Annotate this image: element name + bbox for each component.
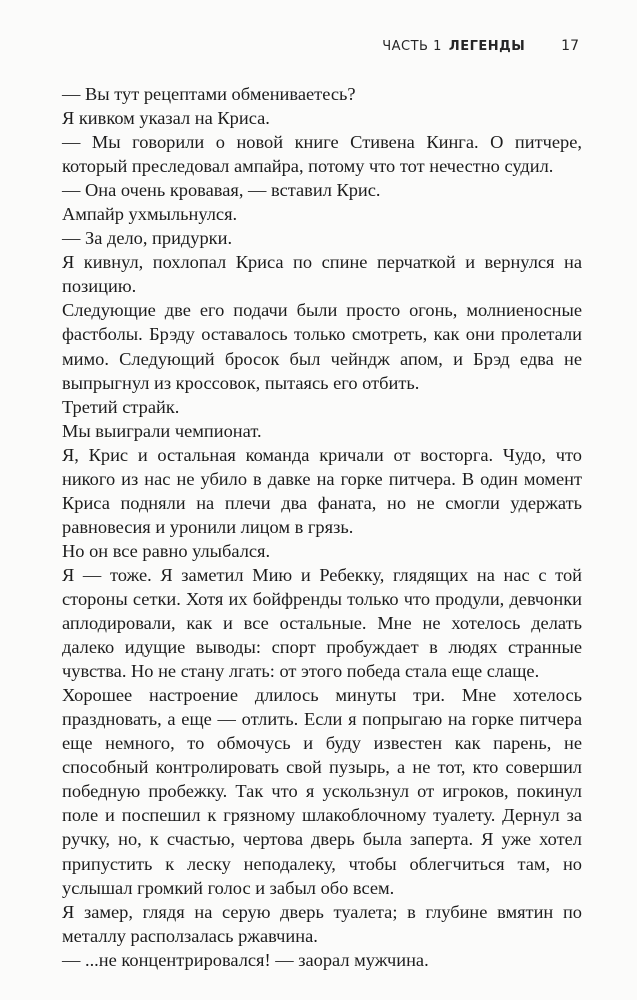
paragraph: — За дело, придурки. (62, 228, 233, 249)
chapter-title: ЛЕГЕНДЫ (448, 39, 526, 54)
body-text (62, 82, 582, 972)
paragraph: — Мы говорили о новой книге Стивена Кинга. О питчере, который преследовал ампайра, потому что тот нечестно судил. (62, 132, 582, 177)
page-number: 17 (561, 38, 579, 54)
paragraph: Третий страйк. (62, 396, 180, 417)
paragraph: Я замер, глядя на серую дверь туалета; в глубине вмятин по металлу расползалась ржавчина. (62, 901, 582, 946)
paragraph: — Вы тут рецептами обмениваетесь? (62, 84, 356, 104)
paragraph: Я кивнул, похлопал Криса по спине перчаткой и вернулся на позицию. (62, 252, 582, 297)
paragraph: Хорошее настроение длилось минуты три. Мне хотелось праздновать, а еще — отлить. Если я попрыгаю на горке питчера еще немного, то обмочусь и буду известен как парень, не способный контролировать свой пузырь, а не тот, кто совершил победную пробежку. Так что я ускользнул от игроков, покинул поле и поспешил к грязному шлакоблочному туалету. Дернул за ручку, но, к счастью, чертова дверь была заперта. Я уже хотел припустить к леску неподалеку, чтобы облегчиться там, но услышал громкий голос и забыл обо всем. (62, 685, 582, 898)
part-label: ЧАСТЬ 1 (382, 39, 442, 54)
paragraph: Мы выиграли чемпионат. (62, 420, 262, 441)
paragraph: Следующие две его подачи были просто огонь, молниеносные фастболы. Брэду оставалось только смотреть, как они пролетали мимо. Следующий бросок был чейндж апом, и Брэд едва не выпрыгнул из кроссовок, пытаясь его отбить. (62, 300, 582, 393)
paragraph: Но он все равно улыбался. (62, 540, 271, 561)
paragraph: Ампайр ухмыльнулся. (62, 204, 238, 225)
paragraph: Я, Крис и остальная команда кричали от восторга. Чудо, что никого из нас не убило в давке на горке питчера. В один момент Криса подняли на плечи два фаната, но не смогли удержать равновесия и уронили лицом в грязь. (62, 444, 582, 537)
paragraph: Я — тоже. Я заметил Мию и Ребекку, глядящих на нас с той стороны сетки. Хотя их бойфренды только что продули, девчонки аплодировали, как и все остальные. Мне не хотелось делать далеко идущие выводы: спорт пробуждает в людях странные чувства. Но не стану лгать: от этого победа стала еще слаще. (62, 564, 582, 682)
paragraph: Я кивком указал на Криса. (62, 108, 270, 129)
paragraph: — ...не концентрировался! — заорал мужчина. (62, 949, 429, 970)
running-head (382, 38, 579, 58)
paragraph: — Она очень кровавая, — вставил Крис. (62, 180, 381, 201)
